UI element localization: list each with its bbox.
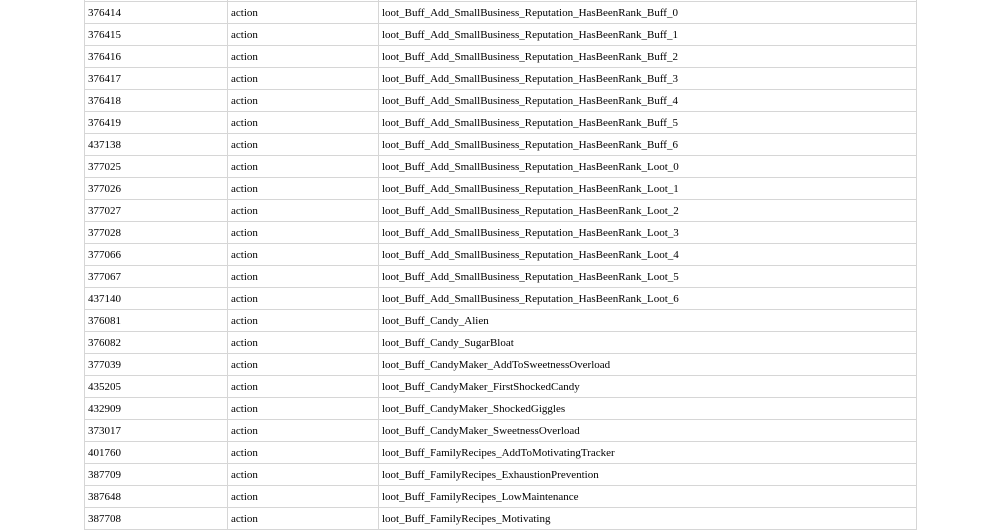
table-row [85,178,916,200]
type-cell [227,0,378,1]
type-cell: action [227,442,378,463]
name-cell: loot_Buff_FamilyRecipes_Motivating [378,508,916,529]
name-cell: loot_Buff_Add_SmallBusiness_Reputation_HasBeenRank_Loot_3 [378,222,916,243]
name-cell: loot_Buff_FamilyRecipes_AddToMotivatingTracker [378,442,916,463]
table-row [85,332,916,354]
id-cell: 377027 [88,205,121,217]
name-cell: loot_Buff_CandyMaker_FirstShockedCandy [378,376,916,397]
name-cell: loot_Buff_Candy_SugarBloat [378,332,916,353]
name-cell: loot_Buff_Add_SmallBusiness_Reputation_HasBeenRank_Loot_1 [378,178,916,199]
data-table [84,0,917,530]
name-cell: loot_Buff_CandyMaker_SweetnessOverload [378,420,916,441]
table-row [85,156,916,178]
id-cell: 376415 [88,29,121,41]
table-row [85,90,916,112]
id-cell: 376082 [88,337,121,349]
table-row [85,420,916,442]
id-cell: 377067 [88,271,121,283]
id-cell: 376414 [88,7,121,19]
id-cell: 401760 [88,447,121,459]
table-row [85,24,916,46]
table-row [85,112,916,134]
id-cell: 435205 [88,381,121,393]
name-cell: loot_Buff_Add_SmallBusiness_Reputation_HasBeenRank_Buff_1 [378,24,916,45]
type-cell: action [227,112,378,133]
id-cell: 376416 [88,51,121,63]
id-cell: 377039 [88,359,121,371]
name-cell: loot_Buff_FamilyRecipes_LowMaintenance [378,486,916,507]
id-cell: 373017 [88,425,121,437]
type-cell: action [227,134,378,155]
table-row [85,508,916,530]
name-cell: loot_Buff_CandyMaker_ShockedGiggles [378,398,916,419]
type-cell: action [227,398,378,419]
id-cell [85,0,227,1]
name-cell: loot_Buff_Add_SmallBusiness_Reputation_HasBeenRank_Loot_6 [378,288,916,309]
name-cell: loot_Buff_Candy_Alien [378,310,916,331]
name-cell: loot_Buff_Add_SmallBusiness_Reputation_HasBeenRank_Buff_2 [378,46,916,67]
id-cell: 387708 [88,513,121,525]
type-cell: action [227,288,378,309]
name-cell: loot_Buff_Add_SmallBusiness_Reputation_HasBeenRank_Loot_0 [378,156,916,177]
id-cell: 377026 [88,183,121,195]
type-cell: action [227,90,378,111]
id-cell: 377066 [88,249,121,261]
name-cell: loot_Buff_Add_SmallBusiness_Reputation_HasBeenRank_Loot_2 [378,200,916,221]
name-cell: loot_Buff_Add_SmallBusiness_Reputation_HasBeenRank_Buff_3 [378,68,916,89]
type-cell: action [227,244,378,265]
name-cell: loot_Buff_Add_SmallBusiness_Reputation_HasBeenRank_Buff_4 [378,90,916,111]
type-cell: action [227,178,378,199]
type-cell: action [227,200,378,221]
table-row [85,244,916,266]
id-cell: 376418 [88,95,121,107]
name-cell: loot_Buff_Add_SmallBusiness_Reputation_HasBeenRank_Buff_5 [378,112,916,133]
id-cell: 387709 [88,469,121,481]
table-row [85,486,916,508]
id-cell: 376417 [88,73,121,85]
type-cell: action [227,376,378,397]
table-row [85,134,916,156]
table-row [85,2,916,24]
name-cell [378,0,916,1]
id-cell: 376419 [88,117,121,129]
type-cell: action [227,310,378,331]
type-cell: action [227,46,378,67]
id-cell: 376081 [88,315,121,327]
table-row [85,68,916,90]
type-cell: action [227,68,378,89]
table-row [85,354,916,376]
table-row [85,46,916,68]
table-row [85,266,916,288]
table-row [85,464,916,486]
id-cell: 387648 [88,491,121,503]
table-row [85,200,916,222]
type-cell: action [227,486,378,507]
table-row [85,442,916,464]
name-cell: loot_Buff_Add_SmallBusiness_Reputation_HasBeenRank_Buff_0 [378,2,916,23]
type-cell: action [227,420,378,441]
name-cell: loot_Buff_Add_SmallBusiness_Reputation_HasBeenRank_Loot_4 [378,244,916,265]
name-cell: loot_Buff_CandyMaker_AddToSweetnessOverload [378,354,916,375]
type-cell: action [227,354,378,375]
id-cell: 377025 [88,161,121,173]
table-row [85,288,916,310]
name-cell: loot_Buff_Add_SmallBusiness_Reputation_HasBeenRank_Loot_5 [378,266,916,287]
name-cell: loot_Buff_FamilyRecipes_ExhaustionPrevention [378,464,916,485]
type-cell: action [227,332,378,353]
table-body [85,2,916,530]
table-row [85,222,916,244]
id-cell: 432909 [88,403,121,415]
type-cell: action [227,508,378,529]
table-row [85,376,916,398]
type-cell: action [227,2,378,23]
id-cell: 437138 [88,139,121,151]
name-cell: loot_Buff_Add_SmallBusiness_Reputation_HasBeenRank_Buff_6 [378,134,916,155]
id-cell: 437140 [88,293,121,305]
id-cell: 377028 [88,227,121,239]
table-row [85,310,916,332]
table-row [85,398,916,420]
type-cell: action [227,156,378,177]
type-cell: action [227,464,378,485]
type-cell: action [227,222,378,243]
type-cell: action [227,24,378,45]
type-cell: action [227,266,378,287]
